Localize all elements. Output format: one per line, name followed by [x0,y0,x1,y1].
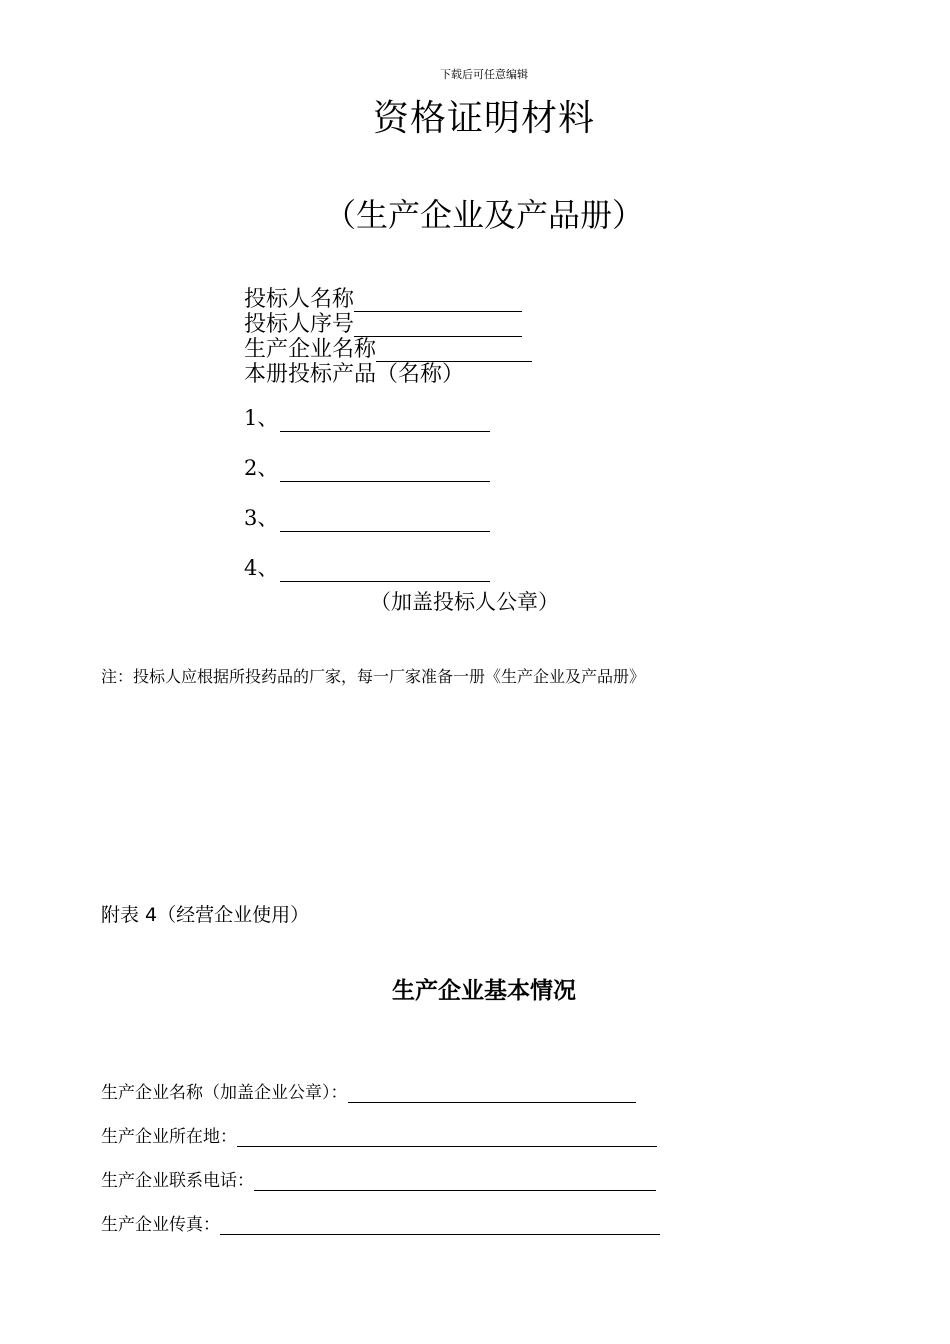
product-number: 2、 [244,456,279,480]
section-title: 生产企业基本情况 [392,978,576,1004]
product-name-field[interactable] [280,411,490,432]
product-number: 1、 [244,406,279,430]
info-field-fax[interactable] [220,1216,660,1235]
info-row-fax [101,1210,660,1235]
product-number: 4、 [244,556,279,580]
manufacturer-name-field[interactable] [376,340,532,362]
appendix-label: 附表 4（经营企业使用） [101,904,310,926]
product-name-field[interactable] [280,511,490,532]
info-row-phone [101,1166,656,1191]
info-label-phone: 生产企业联系电话： [101,1171,254,1191]
info-label-location: 生产企业所在地： [101,1127,237,1147]
product-row-1 [244,402,490,432]
products-heading-line [244,362,532,387]
bidder-form [244,287,532,387]
info-field-phone[interactable] [254,1172,656,1191]
products-heading: 本册投标产品（名称） [244,362,465,387]
info-label-fax: 生产企业传真： [101,1215,220,1235]
document-subtitle: （生产企业及产品册） [323,196,644,234]
product-name-field[interactable] [280,461,490,482]
bidder-number-label: 投标人序号 [244,312,355,337]
document-title: 资格证明材料 [372,98,595,139]
info-row-location [101,1122,657,1147]
bidder-number-field[interactable] [354,315,522,337]
info-field-location[interactable] [237,1128,657,1147]
product-row-2 [244,452,490,482]
manufacturer-name-line [244,337,532,362]
product-row-3 [244,502,490,532]
header-note: 下载后可任意编辑 [440,68,528,81]
stamp-note: （加盖投标人公章） [370,590,559,614]
product-number: 3、 [244,506,279,530]
info-field-name[interactable] [348,1084,636,1103]
bidder-name-label: 投标人名称 [244,287,355,312]
manufacturer-name-label: 生产企业名称 [244,337,377,362]
note-text: 注：投标人应根据所投药品的厂家，每一厂家准备一册《生产企业及产品册》 [101,667,646,686]
info-label-name: 生产企业名称（加盖企业公章）： [101,1083,348,1103]
info-row-name [101,1078,636,1103]
bidder-number-line [244,312,532,337]
bidder-name-line [244,287,532,312]
product-name-field[interactable] [280,561,490,582]
bidder-name-field[interactable] [354,290,522,312]
product-row-4 [244,552,490,582]
